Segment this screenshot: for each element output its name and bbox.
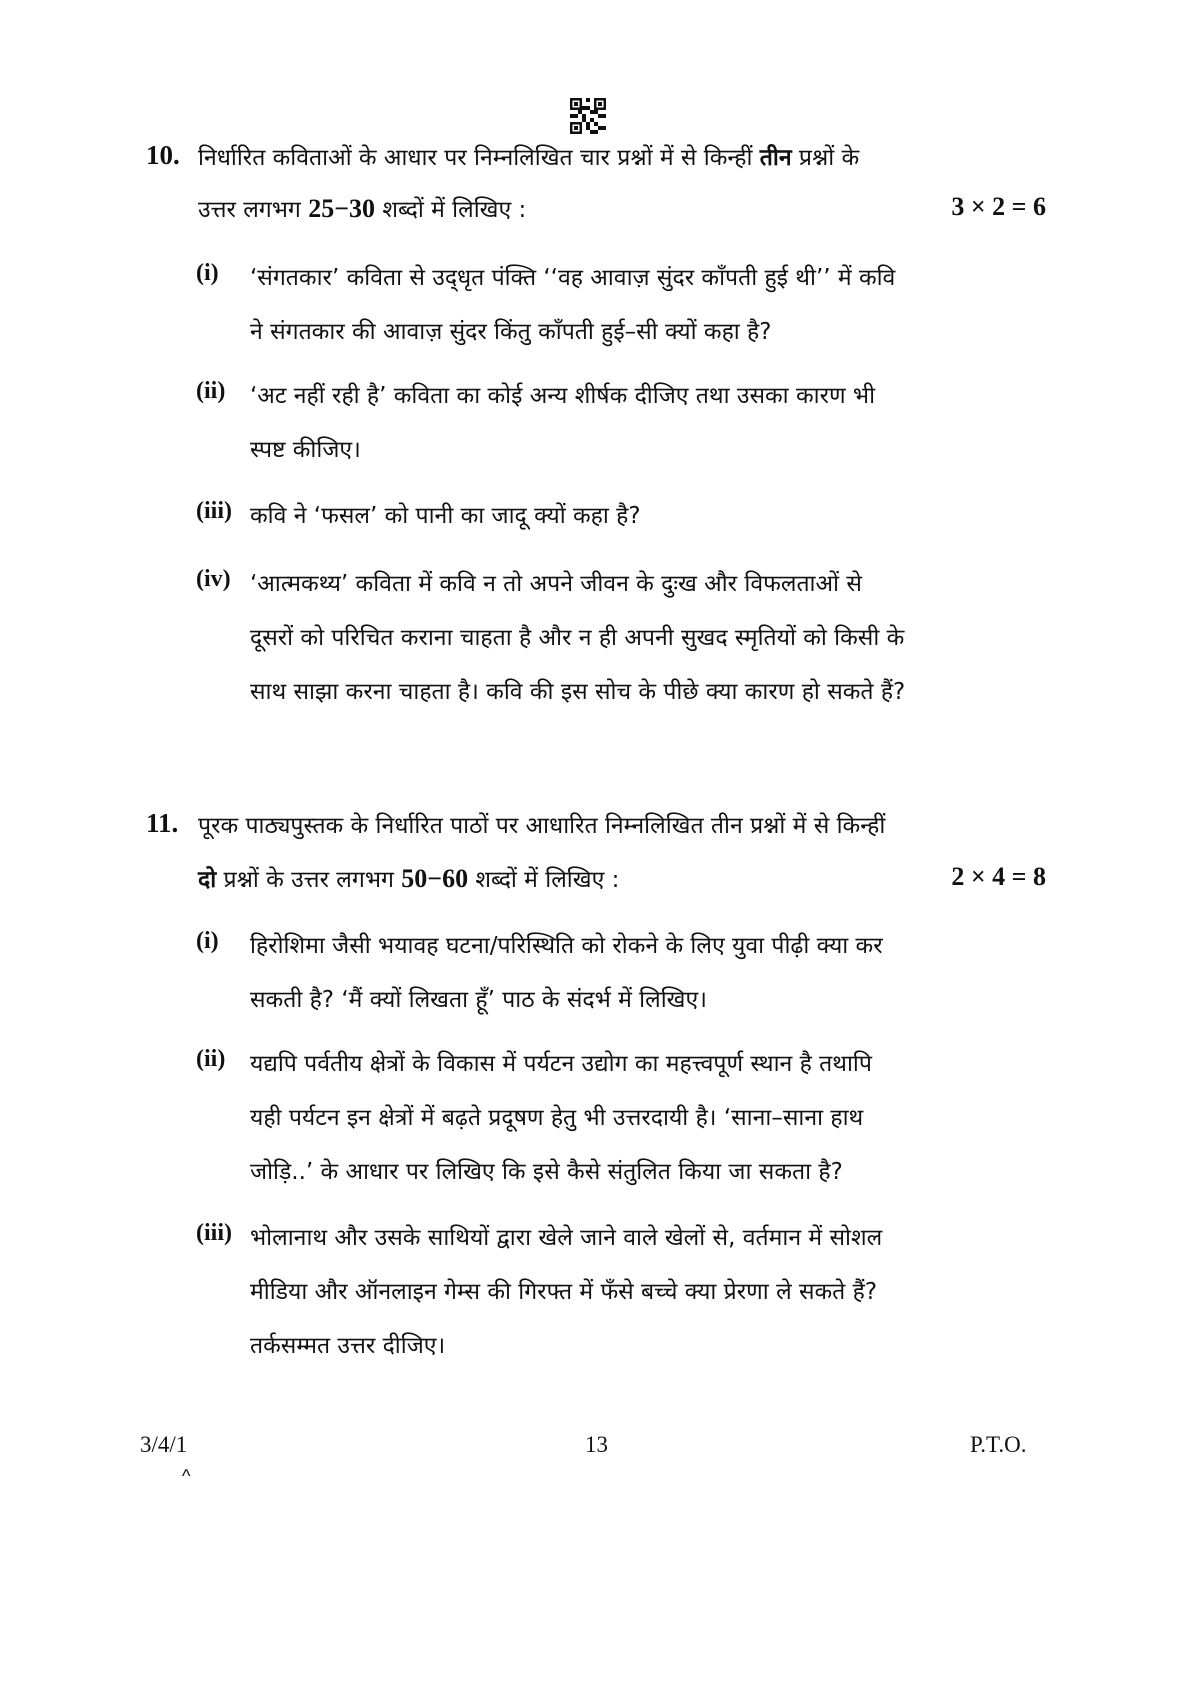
sub-line: मीडिया और ऑनलाइन गेम्स की गिरफ्त में फँसे बच्चे क्या प्रेरणा ले सकते हैं? <box>250 1279 878 1305</box>
sub-line: ‘संगतकार’ कविता से उद्‌धृत पंक्ति ‘‘वह आवाज़ सुंदर काँपती हुई थी’’ में कवि <box>250 265 896 291</box>
sub-line: तर्कसम्मत उत्तर दीजिए। <box>250 1333 446 1359</box>
question-number: 10. <box>146 140 180 170</box>
sub-label: (ii) <box>196 378 226 404</box>
sub-line: साथ साझा करना चाहता है। कवि की इस सोच के पीछे क्या कारण हो सकते हैं? <box>250 679 906 705</box>
question-number: 11. <box>146 808 179 838</box>
caret-mark: ^ <box>182 1466 191 1486</box>
sub-label: (iii) <box>196 498 232 524</box>
sub-label: (iv) <box>196 566 231 592</box>
pto-label: P.T.O. <box>970 1432 1027 1457</box>
sub-line: हिरोशिमा जैसी भयावह घटना/परिस्थिति को रोकने के लिए युवा पीढ़ी क्या कर <box>250 933 883 959</box>
question-marks: 3 × 2 = 6 <box>951 192 1046 221</box>
sub-line: स्पष्ट कीजिए। <box>250 437 361 463</box>
sub-line: ‘अट नहीं रही है’ कविता का कोई अन्य शीर्षक दीजिए तथा उसका कारण भी <box>250 383 876 409</box>
sub-line: यही पर्यटन इन क्षेत्रों में बढ़ते प्रदूषण हेतु भी उत्तरदायी है। ‘साना–साना हाथ <box>250 1105 864 1131</box>
sub-line: सकती है? ‘मैं क्यों लिखता हूँ’ पाठ के संदर्भ में लिखिए। <box>250 987 707 1013</box>
sub-line: जोड़ि..’ के आधार पर लिखिए कि इसे कैसे संतुलित किया जा सकता है? <box>250 1159 843 1185</box>
sub-line: ‘आत्मकथ्य’ कविता में कवि न तो अपने जीवन के दुःख और विफलताओं से <box>250 571 862 597</box>
sub-label: (i) <box>196 928 219 954</box>
page-number: 13 <box>585 1432 608 1457</box>
sub-line: ने संगतकार की आवाज़ सुंदर किंतु काँपती हुई–सी क्यों कहा है? <box>250 319 772 345</box>
sub-line: भोलानाथ और उसके साथियों द्वारा खेले जाने वाले खेलों से, वर्तमान में सोशल <box>250 1225 883 1251</box>
qr-code-icon <box>570 98 606 134</box>
question-instruction-line1: पूरक पाठ्यपुस्तक के निर्धारित पाठों पर आधारित निम्नलिखित तीन प्रश्नों में से किन्हीं <box>198 813 886 839</box>
sub-line: दूसरों को परिचित कराना चाहता है और न ही अपनी सुखद स्मृतियों को किसी के <box>250 625 905 651</box>
sub-label: (i) <box>196 260 219 286</box>
sub-label: (iii) <box>196 1220 232 1246</box>
question-marks: 2 × 4 = 8 <box>951 862 1046 891</box>
question-instruction-line2: उत्तर लगभग 25−30 शब्दों में लिखिए : <box>198 194 527 223</box>
sub-line: यद्यपि पर्वतीय क्षेत्रों के विकास में पर्यटन उद्योग का महत्त्वपूर्ण स्थान है तथापि <box>250 1051 872 1077</box>
question-instruction-line2: दो प्रश्नों के उत्तर लगभग 50−60 शब्दों में लिखिए : <box>198 864 620 893</box>
question-instruction-line1: निर्धारित कविताओं के आधार पर निम्नलिखित चार प्रश्नों में से किन्हीं तीन प्रश्नों के <box>198 145 860 171</box>
paper-code: 3/4/1 <box>140 1432 188 1457</box>
sub-line: कवि ने ‘फसल’ को पानी का जादू क्यों कहा है? <box>250 503 641 529</box>
sub-label: (ii) <box>196 1046 226 1072</box>
